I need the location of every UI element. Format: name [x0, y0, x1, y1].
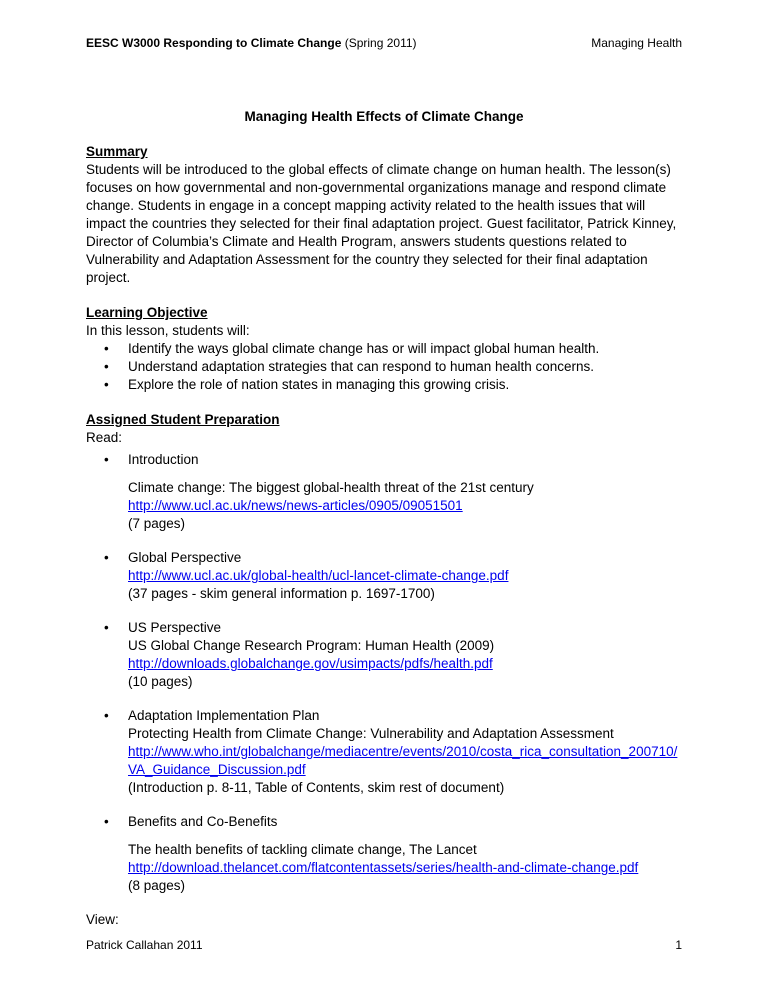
objective-intro: In this lesson, students will:	[86, 323, 250, 338]
preparation-heading: Assigned Student Preparation	[86, 412, 280, 427]
header-section: Managing Health	[591, 36, 682, 50]
list-item: • Explore the role of nation states in managing this growing crisis.	[104, 377, 510, 392]
list-item: • Understand adaptation strategies that can respond to human health concerns.	[104, 359, 595, 374]
summary-section	[86, 143, 682, 287]
bullet-icon: •	[104, 620, 109, 635]
course-term: (Spring 2011)	[344, 36, 417, 50]
reading-item-global-perspective	[86, 549, 682, 603]
preparation-section	[86, 411, 682, 929]
reading-title: Climate change: The biggest global-health threat of the 21st century	[128, 480, 534, 495]
course-code: EESC W3000 Responding to Climate Change	[86, 36, 342, 50]
reading-item-introduction	[86, 451, 682, 533]
reading-note: (8 pages)	[128, 878, 186, 893]
bullet-icon: •	[104, 550, 109, 565]
bullet-icon: •	[104, 452, 109, 467]
page-header	[86, 36, 682, 52]
reading-title: US Global Change Research Program: Human Health (2009)	[128, 638, 495, 653]
reading-link[interactable]: http://www.ucl.ac.uk/news/news-articles/0905/09051501	[128, 498, 463, 513]
reading-category: Introduction	[128, 452, 199, 467]
objective-section	[86, 304, 682, 394]
reading-note: (7 pages)	[128, 516, 186, 531]
list-item: • Identify the ways global climate change has or will impact global human health.	[104, 341, 600, 356]
reading-list	[86, 451, 682, 895]
view-label: View:	[86, 912, 119, 927]
page-number: 1	[675, 938, 682, 952]
bullet-icon: •	[104, 359, 109, 374]
reading-title: The health benefits of tackling climate change, The Lancet	[128, 842, 477, 857]
objective-heading: Learning Objective	[86, 305, 208, 320]
reading-category: US Perspective	[128, 620, 222, 635]
document-body	[86, 108, 682, 929]
reading-note: (37 pages - skim general information p. 1697-1700)	[128, 586, 435, 601]
reading-note: (10 pages)	[128, 674, 193, 689]
bullet-icon: •	[104, 341, 109, 356]
objective-list	[86, 340, 682, 394]
reading-category: Adaptation Implementation Plan	[128, 708, 320, 723]
bullet-icon: •	[104, 377, 109, 392]
reading-note: (Introduction p. 8-11, Table of Contents, skim rest of document)	[128, 780, 505, 795]
bullet-icon: •	[104, 708, 109, 723]
reading-item-benefits	[86, 813, 682, 895]
reading-link[interactable]: http://www.who.int/globalchange/mediacentre/events/2010/costa_rica_consultation_200710/VA_Guidance_Discussion.pdf	[128, 744, 678, 777]
reading-category: Global Perspective	[128, 550, 242, 565]
footer-author: Patrick Callahan 2011	[86, 938, 203, 952]
reading-category: Benefits and Co-Benefits	[128, 814, 278, 829]
reading-item-adaptation-plan	[86, 707, 682, 797]
reading-item-us-perspective	[86, 619, 682, 691]
header-course-info	[86, 36, 417, 50]
summary-heading: Summary	[86, 144, 148, 159]
summary-text: Students will be introduced to the global effects of climate change on human health. The lesson(s) focuses on how governmental and non-governmental organizations manage and respond climate change. Students in engage in a concept mapping activity related to the health issues that will impact the countries they selected for their final adaptation project. Guest facilitator, Patrick Kinney, Director of Columbia’s Climate and Health Program, answers students questions related to Vulnerability and Adaptation Assessment for the country they selected for their final adaptation project.	[86, 162, 677, 285]
bullet-icon: •	[104, 814, 109, 829]
reading-link[interactable]: http://downloads.globalchange.gov/usimpacts/pdfs/health.pdf	[128, 656, 493, 671]
reading-link[interactable]: http://www.ucl.ac.uk/global-health/ucl-lancet-climate-change.pdf	[128, 568, 509, 583]
page-title: Managing Health Effects of Climate Change	[244, 109, 524, 124]
reading-link[interactable]: http://download.thelancet.com/flatcontentassets/series/health-and-climate-change.pdf	[128, 860, 639, 875]
reading-title: Protecting Health from Climate Change: Vulnerability and Adaptation Assessment	[128, 726, 614, 741]
read-label: Read:	[86, 430, 123, 445]
